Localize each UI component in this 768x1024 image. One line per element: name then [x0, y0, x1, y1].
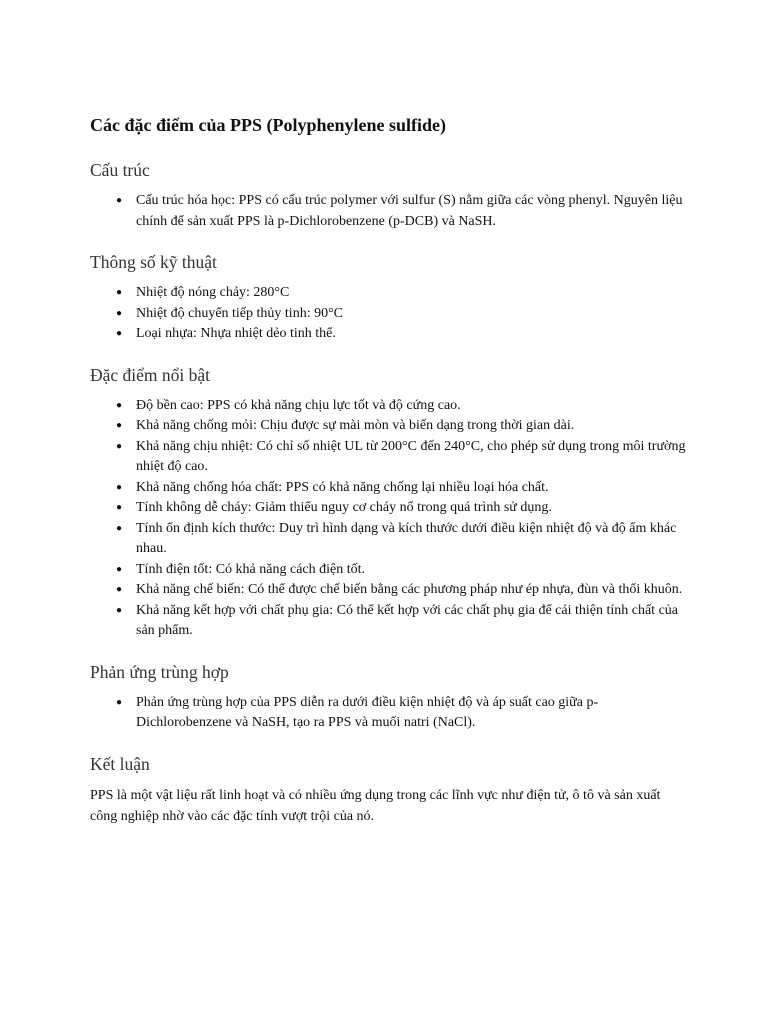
section-heading-specs: Thông số kỹ thuật	[90, 252, 217, 272]
bullet-icon: ●	[116, 195, 123, 206]
document-title: Các đặc điểm của PPS (Polyphenylene sulfide)	[90, 115, 446, 135]
list-item	[90, 396, 690, 417]
list-item	[90, 283, 690, 304]
list-item	[90, 416, 690, 437]
bullet-icon: ●	[116, 328, 123, 339]
bullet-icon: ●	[116, 522, 123, 534]
list-item-text: Khả năng kết hợp với chất phụ gia: Có thể kết hợp với các chất phụ gia để cải thiện tính chất của sản phẩm.	[136, 602, 679, 638]
list-item-text: Nhiệt độ nóng chảy: 280°C	[136, 285, 290, 300]
list-item	[90, 560, 690, 581]
section-heading-structure: Cấu trúc	[90, 160, 150, 180]
bullet-icon: ●	[116, 440, 123, 452]
structure-list	[90, 191, 690, 232]
section-heading-conclusion: Kết luận	[90, 753, 150, 774]
list-item	[90, 498, 690, 519]
list-item-text: Tính không dễ cháy: Giảm thiểu nguy cơ cháy nổ trong quá trình sử dụng.	[136, 500, 552, 515]
list-item-text: Khả năng chịu nhiệt: Có chỉ số nhiệt UL từ 200°C đến 240°C, cho phép sử dụng trong môi trường nhiệt độ cao.	[136, 438, 686, 474]
document-page	[90, 112, 690, 827]
list-item	[90, 191, 690, 232]
list-item-text: Nhiệt độ chuyển tiếp thủy tinh: 90°C	[136, 305, 344, 321]
list-item-text: Khả năng chế biến: Có thể được chế biến bằng các phương pháp như ép nhựa, đùn và thổi khuôn.	[136, 582, 683, 597]
conclusion-paragraph: PPS là một vật liệu rất linh hoạt và có nhiều ứng dụng trong các lĩnh vực như điện tử, ô tô và sản xuất công nghiệp nhờ vào các đặc tính vượt trội của nó.	[90, 787, 661, 824]
bullet-icon: ●	[116, 502, 123, 513]
polymerization-list	[90, 693, 690, 734]
bullet-icon: ●	[116, 584, 123, 595]
list-item-text: Cấu trúc hóa học: PPS có cấu trúc polymer với sulfur (S) nằm giữa các vòng phenyl. Nguyên liệu chính để sản xuất PPS là p-Dichlorobenzene (p-DCB) và NaSH.	[136, 193, 683, 229]
list-item	[90, 324, 690, 345]
section-heading-polymerization: Phản ứng trùng hợp	[90, 661, 229, 682]
bullet-icon: ●	[116, 604, 123, 616]
bullet-icon: ●	[116, 399, 123, 411]
bullet-icon: ●	[116, 307, 123, 319]
bullet-icon: ●	[116, 481, 123, 493]
bullet-icon: ●	[116, 696, 123, 708]
list-item	[90, 437, 690, 478]
list-item-text: Tính điện tốt: Có khả năng cách điện tốt.	[136, 561, 366, 577]
list-item	[90, 580, 690, 601]
list-item	[90, 601, 690, 642]
bullet-icon: ●	[116, 563, 123, 575]
features-list	[90, 396, 690, 642]
bullet-icon: ●	[116, 287, 123, 298]
list-item-text: Khả năng chống hóa chất: PPS có khả năng chống lại nhiều loại hóa chất.	[136, 479, 549, 495]
list-item-text: Phản ứng trùng hợp của PPS diễn ra dưới điều kiện nhiệt độ và áp suất cao giữa p-Dichlorobenzene và NaSH, tạo ra PPS và muối natri (NaCl).	[136, 694, 599, 730]
list-item-text: Loại nhựa: Nhựa nhiệt dẻo tinh thể.	[136, 326, 336, 341]
list-item	[90, 304, 690, 325]
list-item	[90, 519, 690, 560]
list-item-text: Tính ổn định kích thước: Duy trì hình dạng và kích thước dưới điều kiện nhiệt độ và độ ẩm khác nhau.	[136, 520, 677, 556]
bullet-icon: ●	[116, 420, 123, 431]
list-item-text: Khả năng chống mỏi: Chịu được sự mài mòn và biến dạng trong thời gian dài.	[136, 418, 575, 433]
specs-list	[90, 283, 690, 345]
list-item	[90, 478, 690, 499]
list-item	[90, 693, 690, 734]
list-item-text: Độ bền cao: PPS có khả năng chịu lực tốt và độ cứng cao.	[136, 397, 461, 413]
section-heading-features: Đặc điểm nổi bật	[90, 364, 211, 385]
